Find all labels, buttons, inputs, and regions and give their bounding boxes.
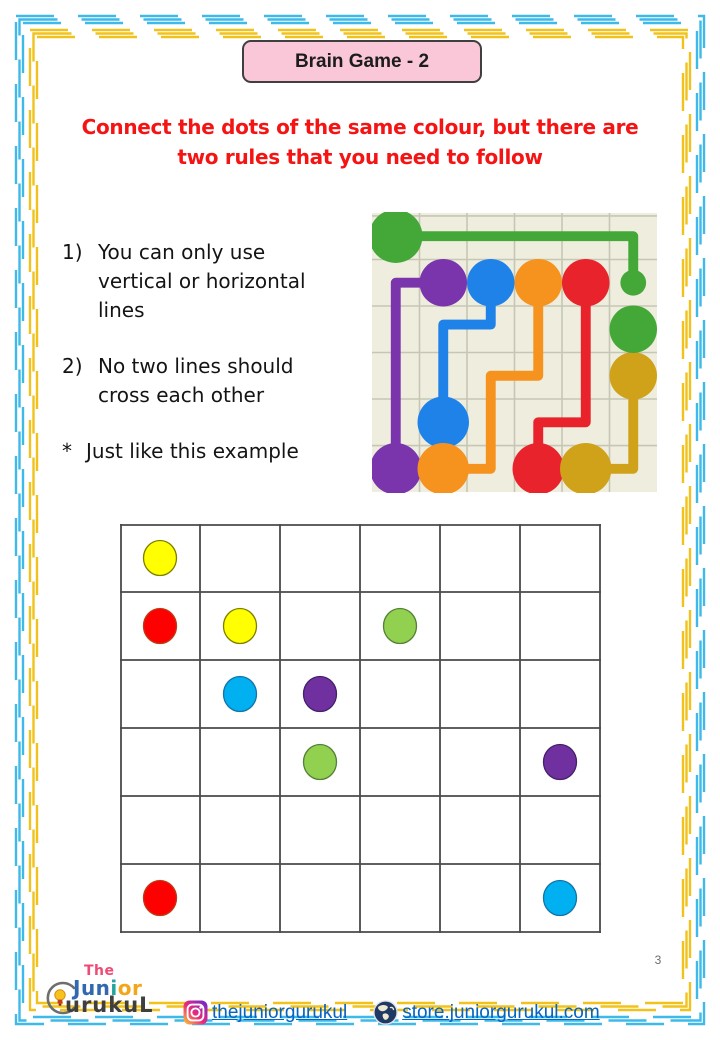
rule-2-text	[98, 352, 293, 410]
rules-list	[62, 238, 367, 466]
heading-line-1: Connect the dots of the same colour, but there are	[81, 115, 639, 139]
website-label: store.juniorgurukul.com	[402, 1001, 600, 1023]
logo-word-gurukul: urukuL	[65, 993, 154, 1017]
page-title: Brain Game - 2	[294, 50, 430, 72]
junior-gurukul-logo	[44, 962, 196, 1036]
title-badge	[242, 40, 482, 83]
page-number: 3	[654, 953, 662, 967]
logo-word-the: The	[84, 963, 115, 979]
rule-1-line-3: lines	[98, 298, 145, 322]
globe-icon	[373, 1000, 398, 1025]
heading-line-2: two rules that you need to follow	[177, 145, 543, 169]
rule-2	[62, 352, 367, 410]
example-puzzle-image	[372, 212, 657, 493]
rule-2-line-1: No two lines should	[98, 354, 294, 378]
instagram-link[interactable]	[183, 1000, 347, 1025]
footer-links	[183, 1000, 600, 1025]
rule-1-line-2: vertical or horizontal	[98, 269, 306, 293]
rule-2-line-2: cross each other	[98, 383, 265, 407]
rule-1-marker: 1)	[62, 240, 83, 264]
logo-word-junior: Junior	[73, 976, 143, 1000]
instagram-label: thejuniorgurukul	[212, 1001, 348, 1023]
note-text: Just like this example	[86, 439, 299, 463]
rule-1	[62, 238, 367, 325]
puzzle-grid	[120, 524, 601, 933]
example-note	[62, 437, 367, 466]
rule-1-line-1: You can only use	[98, 240, 266, 264]
note-marker: *	[62, 439, 72, 463]
website-link[interactable]	[373, 1000, 599, 1025]
rule-1-text	[98, 238, 306, 325]
instagram-icon	[183, 1000, 208, 1025]
instructions-heading	[30, 112, 690, 172]
rule-2-marker: 2)	[62, 354, 83, 378]
